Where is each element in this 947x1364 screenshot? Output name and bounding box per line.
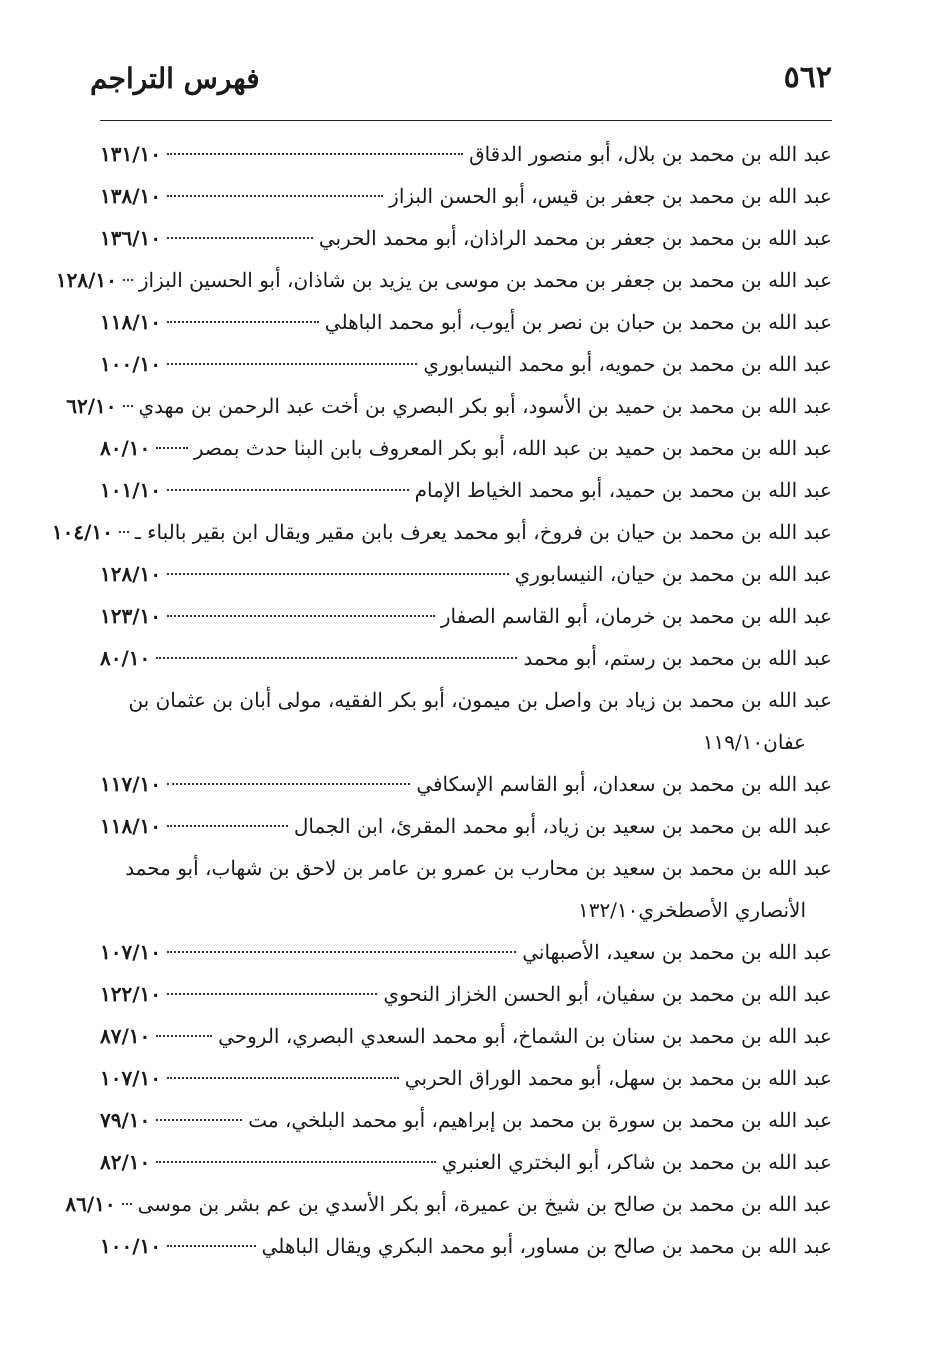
- entry-reference: ٨٧/١٠: [100, 1024, 151, 1048]
- index-entry: [100, 1015, 832, 1057]
- entry-reference: ١٠٠/١٠: [100, 1234, 162, 1258]
- section-title: فهرس التراجم: [90, 62, 260, 95]
- entry-name-line1: عبد الله بن محمد بن زياد بن واصل بن ميمون، أبو بكر الفقيه، مولى أبان بن عثمان بن: [128, 688, 832, 712]
- index-entry: [100, 553, 832, 595]
- index-entry: [100, 1057, 832, 1099]
- index-entry: [100, 343, 832, 385]
- leader-dots: [156, 1035, 212, 1037]
- index-entry: [100, 1225, 832, 1267]
- entry-name: عبد الله بن محمد بن حيان بن فروخ، أبو محمد يعرف بابن مقير ويقال ابن بقير بالباء ـ: [134, 520, 832, 544]
- index-entry: [100, 217, 832, 259]
- index-entry: [66, 385, 832, 427]
- index-entry: [100, 931, 832, 973]
- index-entry: [100, 595, 832, 637]
- leader-dots: [156, 1119, 242, 1121]
- leader-dots: [167, 825, 288, 827]
- page-number: ٥٦٢: [783, 60, 832, 95]
- index-entry: [100, 133, 832, 175]
- leader-dots: [167, 237, 313, 239]
- index-entry: [100, 1141, 832, 1183]
- entry-reference: ٨٦/١٠: [65, 1192, 116, 1216]
- leader-dots: [167, 993, 377, 995]
- leader-dots: [167, 615, 435, 617]
- leader-dots: [156, 657, 517, 659]
- leader-dots: [156, 1161, 435, 1163]
- index-entry: [100, 763, 832, 805]
- entry-name: عبد الله بن محمد بن سفيان، أبو الحسن الخزاز النحوي: [383, 982, 832, 1006]
- index-entry-wrapped: [100, 679, 832, 763]
- entry-reference: ١٠١/١٠: [100, 478, 162, 502]
- index-entry: [100, 175, 832, 217]
- index-entry: [100, 469, 832, 511]
- entry-reference: ١٠٠/١٠: [100, 352, 162, 376]
- entry-name-line2: عفان: [763, 730, 806, 754]
- entry-reference: ١١٩/١٠: [702, 730, 764, 754]
- header-rule: [100, 120, 832, 121]
- entry-reference: ١١٨/١٠: [100, 814, 162, 838]
- leader-dots: [122, 1203, 132, 1205]
- entry-name: عبد الله بن محمد بن بلال، أبو منصور الدقاق: [469, 142, 832, 166]
- entry-name-line2: الأنصاري الأصطخري: [638, 898, 806, 922]
- entry-name: عبد الله بن محمد بن خرمان، أبو القاسم الصفار: [440, 604, 832, 628]
- entry-name: عبد الله بن محمد بن جعفر بن محمد الراذان، أبو محمد الحربي: [318, 226, 832, 250]
- leader-dots: [167, 783, 410, 785]
- entry-name: عبد الله بن محمد بن صالح بن مساور، أبو محمد البكري ويقال الباهلي: [261, 1234, 832, 1258]
- entry-reference: ١٢٨/١٠: [100, 562, 162, 586]
- leader-dots: [167, 153, 463, 155]
- entry-name: عبد الله بن محمد بن شاكر، أبو البختري العنبري: [441, 1150, 832, 1174]
- index-entry: [51, 511, 832, 553]
- index-entry: [100, 637, 832, 679]
- leader-dots: [156, 447, 188, 449]
- leader-dots: [167, 489, 409, 491]
- entry-reference: ١٣١/١٠: [100, 142, 162, 166]
- leader-dots: [167, 1077, 399, 1079]
- index-entry: [100, 427, 832, 469]
- entry-name: عبد الله بن محمد بن حبان بن نصر بن أيوب، أبو محمد الباهلي: [324, 310, 832, 334]
- entry-name: عبد الله بن محمد بن رستم، أبو محمد: [523, 646, 832, 670]
- entry-reference: ١٢٣/١٠: [100, 604, 162, 628]
- entry-reference: ١١٧/١٠: [100, 772, 162, 796]
- entry-name: عبد الله بن محمد بن حمويه، أبو محمد النيسابوري: [423, 352, 832, 376]
- index-entry: [100, 973, 832, 1015]
- entry-name: عبد الله بن محمد بن سورة بن محمد بن إبراهيم، أبو محمد البلخي، مت: [248, 1108, 832, 1132]
- leader-dots: [119, 531, 129, 533]
- index-entry: [100, 805, 832, 847]
- index-entry: [65, 1183, 832, 1225]
- leader-dots: [167, 321, 319, 323]
- entry-reference: ١٣٢/١٠: [577, 898, 639, 922]
- entry-name: عبد الله بن محمد بن جعفر بن محمد بن موسى بن يزيد بن شاذان، أبو الحسين البزاز: [138, 268, 832, 292]
- entry-reference: ٨٠/١٠: [100, 436, 151, 460]
- entry-reference: ٦٢/١٠: [66, 394, 117, 418]
- entry-name: عبد الله بن محمد بن حميد، أبو محمد الخياط الإمام: [414, 478, 832, 502]
- leader-dots: [167, 573, 509, 575]
- entry-name: عبد الله بن محمد بن سعدان، أبو القاسم الإسكافي: [416, 772, 832, 796]
- entry-name: عبد الله بن محمد بن سنان بن الشماخ، أبو محمد السعدي البصري، الروحي: [218, 1024, 832, 1048]
- entry-name: عبد الله بن محمد بن حميد بن الأسود، أبو بكر البصري بن أخت عبد الرحمن بن مهدي: [138, 394, 832, 418]
- entry-reference: ٨٠/١٠: [100, 646, 151, 670]
- entry-name: عبد الله بن محمد بن سهل، أبو محمد الوراق الحربي: [404, 1066, 832, 1090]
- entry-reference: ١٣٨/١٠: [100, 184, 162, 208]
- entry-name: عبد الله بن محمد بن حيان، النيسابوري: [514, 562, 832, 586]
- entry-name: عبد الله بن محمد بن صالح بن شيخ بن عميرة، أبو بكر الأسدي بن عم بشر بن موسى: [137, 1192, 832, 1216]
- leader-dots: [123, 405, 133, 407]
- leader-dots: [167, 1245, 256, 1247]
- entry-reference: ١٠٧/١٠: [100, 940, 162, 964]
- index-entries: [51, 133, 832, 1267]
- entry-reference: ١٢٢/١٠: [100, 982, 162, 1006]
- entry-reference: ١٢٨/١٠: [55, 268, 117, 292]
- index-entry: [100, 1099, 832, 1141]
- entry-reference: ٧٩/١٠: [100, 1108, 151, 1132]
- leader-dots: [123, 279, 133, 281]
- entry-name-line1: عبد الله بن محمد بن سعيد بن محارب بن عمرو بن عامر بن لاحق بن شهاب، أبو محمد: [125, 856, 832, 880]
- index-entry-wrapped: [100, 847, 832, 931]
- entry-reference: ٨٢/١٠: [100, 1150, 151, 1174]
- entry-reference: ١٠٧/١٠: [100, 1066, 162, 1090]
- index-entry: [55, 259, 832, 301]
- leader-dots: [167, 363, 417, 365]
- leader-dots: [167, 951, 516, 953]
- entry-reference: ١١٨/١٠: [100, 310, 162, 334]
- entry-name-line2-row: [100, 889, 832, 931]
- entry-reference: ١٠٤/١٠: [51, 520, 113, 544]
- entry-name: عبد الله بن محمد بن سعيد بن زياد، أبو محمد المقرئ، ابن الجمال: [293, 814, 832, 838]
- entry-reference: ١٣٦/١٠: [100, 226, 162, 250]
- entry-name: عبد الله بن محمد بن جعفر بن قيس، أبو الحسن البزاز: [389, 184, 832, 208]
- leader-dots: [167, 195, 383, 197]
- entry-name-line2-row: [100, 721, 832, 763]
- page-header: [90, 58, 832, 108]
- entry-name: عبد الله بن محمد بن سعيد، الأصبهاني: [522, 940, 832, 964]
- index-entry: [100, 301, 832, 343]
- entry-name: عبد الله بن محمد بن حميد بن عبد الله، أبو بكر المعروف بابن البنا حدث بمصر: [193, 436, 832, 460]
